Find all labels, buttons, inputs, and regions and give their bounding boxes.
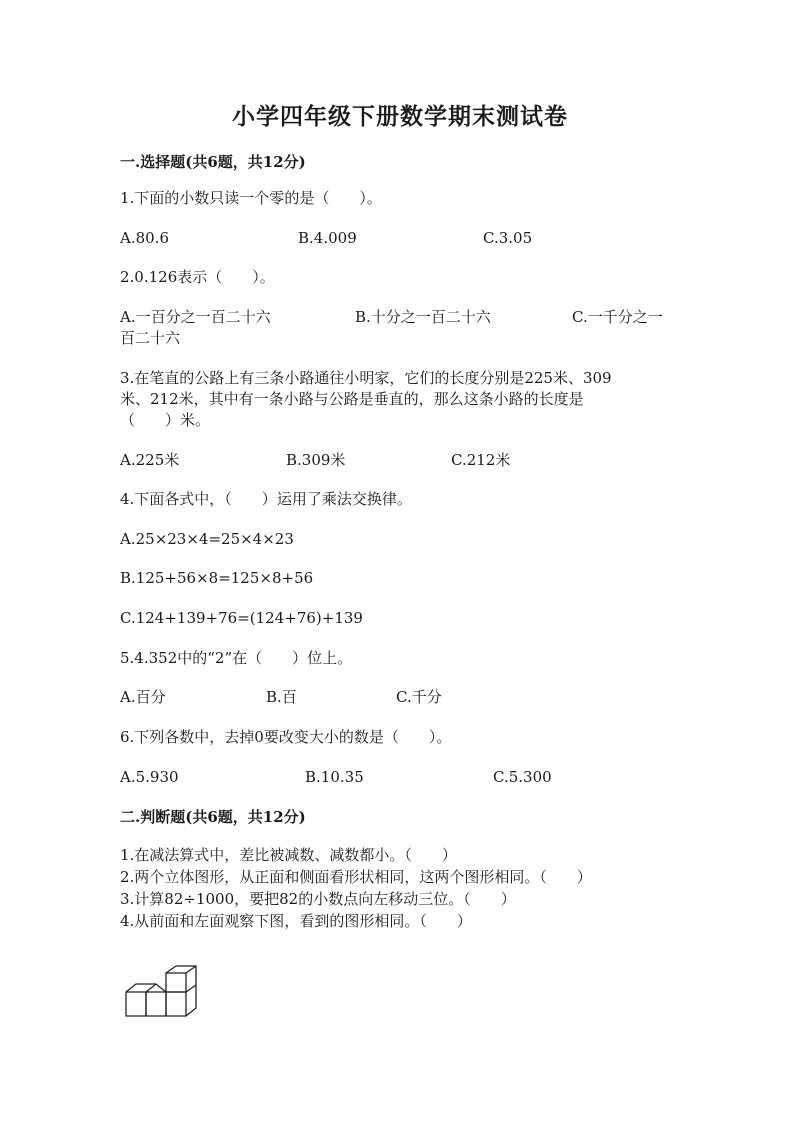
cube-front-face <box>146 992 166 1016</box>
question-5-option-c: C.千分 <box>396 688 442 706</box>
question-4-option-b: B.125+56×8=125×8+56 <box>120 569 314 587</box>
cube-front-face <box>166 992 186 1016</box>
cube-top-face <box>126 984 166 992</box>
question-1-option-b: B.4.009 <box>298 229 357 247</box>
question-1-option-a: A.80.6 <box>120 229 169 247</box>
section-heading-choice: 一.选择题(共6题，共12分) <box>120 153 306 171</box>
cube-front-face <box>126 992 146 1016</box>
question-1-option-c: C.3.05 <box>483 229 533 247</box>
cube-side-edge <box>186 985 196 992</box>
judge-question-1: 1.在减法算式中，差比被减数、减数都小。（ ） <box>120 846 457 864</box>
question-3-option-c: C.212米 <box>451 451 511 469</box>
question-3-option-a: A.225米 <box>120 451 180 469</box>
question-4-option-c: C.124+139+76=(124+76)+139 <box>120 609 363 627</box>
question-5-option-a: A.百分 <box>120 688 166 706</box>
section-heading-true-false: 二.判断题(共6题，共12分) <box>120 808 306 826</box>
judge-question-4: 4.从前面和左面观察下图，看到的图形相同。（ ） <box>120 912 472 930</box>
cube-stack-drawing <box>124 964 198 1020</box>
cube-front-face <box>166 973 186 992</box>
cube-top-face <box>166 966 196 973</box>
question-6-option-c: C.5.300 <box>493 768 552 786</box>
question-2-option-b: B.十分之一百二十六 <box>355 308 491 326</box>
question-2-option-a: A.一百分之一百二十六 <box>120 308 271 326</box>
question-2-option-c: C.一千分之一 <box>572 308 663 326</box>
question-5-option-b: B.百 <box>266 688 297 706</box>
question-3-stem-line-1: 3.在笔直的公路上有三条小路通往小明家，它们的长度分别是225米、309 <box>120 369 612 387</box>
cube-stack-figure <box>124 964 198 1024</box>
question-2-option-c-continued: 百二十六 <box>120 329 181 347</box>
judge-question-3: 3.计算82÷1000，要把82的小数点向左移动三位。（ ） <box>120 890 516 908</box>
question-3-stem-line-3: （ ）米。 <box>120 411 211 429</box>
question-5-stem: 5.4.352中的“2”在（ ）位上。 <box>120 649 353 667</box>
question-4-stem: 4.下面各式中，（ ）运用了乘法交换律。 <box>120 490 412 508</box>
question-6-option-b: B.10.35 <box>305 768 364 786</box>
page-title: 小学四年级下册数学期末测试卷 <box>232 103 568 130</box>
cube-top-edge <box>146 984 156 992</box>
question-6-option-a: A.5.930 <box>120 768 179 786</box>
question-4-option-a: A.25×23×4=25×4×23 <box>120 530 294 548</box>
question-1-stem: 1.下面的小数只读一个零的是（ ）。 <box>120 189 382 207</box>
question-6-stem: 6.下列各数中，去掉0要改变大小的数是（ ）。 <box>120 728 452 746</box>
question-3-stem-line-2: 米、212米，其中有一条小路与公路是垂直的，那么这条小路的长度是 <box>120 390 584 408</box>
question-3-option-b: B.309米 <box>286 451 346 469</box>
question-2-stem: 2.0.126表示（ ）。 <box>120 268 275 286</box>
judge-question-2: 2.两个立体图形，从正面和侧面看形状相同，这两个图形相同。（ ） <box>120 868 592 886</box>
